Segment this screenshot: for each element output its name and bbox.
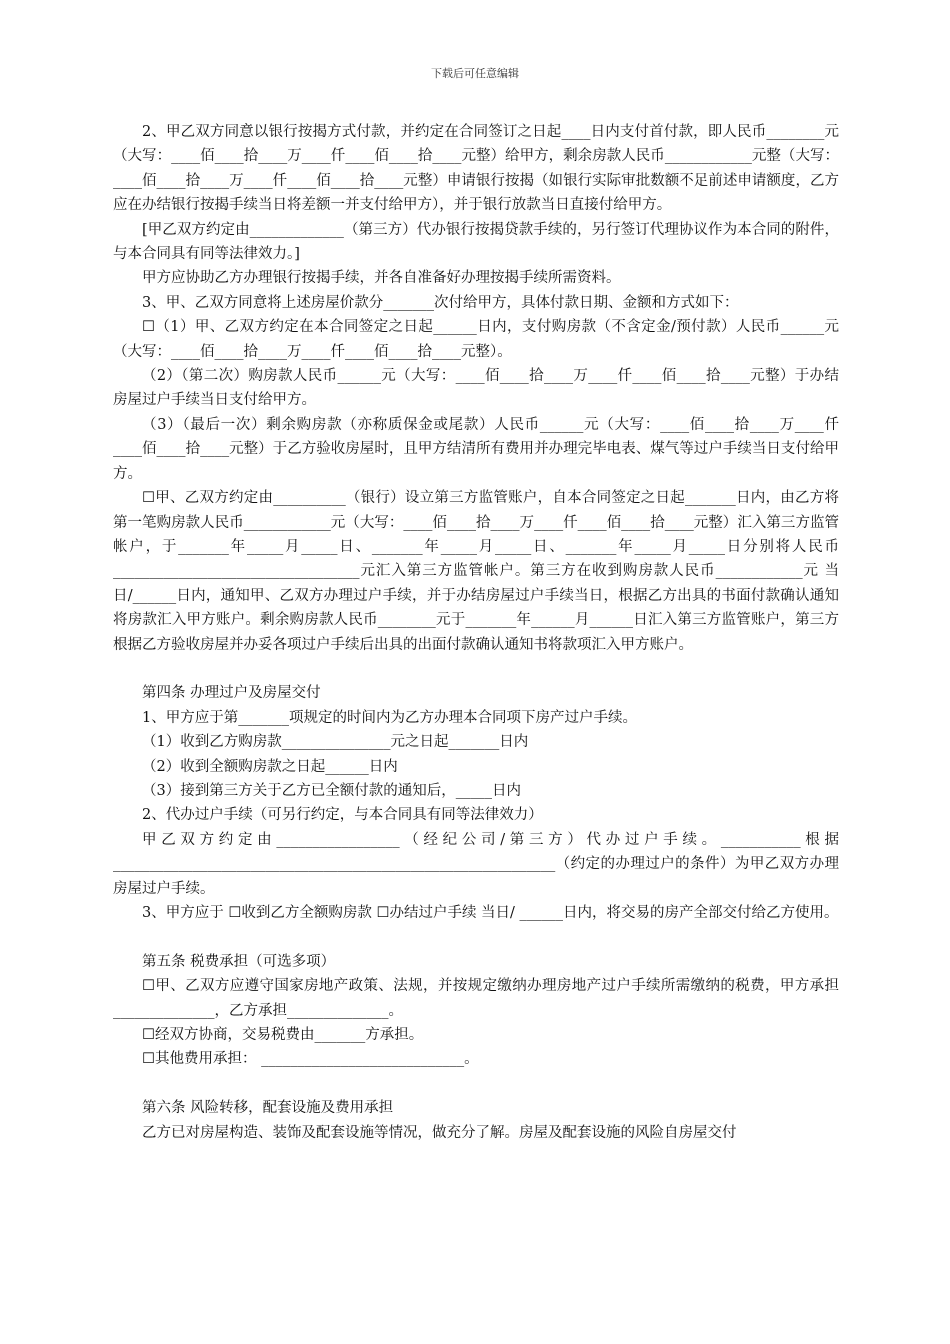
paragraph-tax-3: ☐其他费用承担： ____________________________。 bbox=[142, 1051, 479, 1068]
paragraph-installment-3: （3）（最后一次）剩余购房款（亦称质保金或尾款）人民币______元（大写：____佰____拾____万____仟____佰____拾____元整）于乙方验收房屋时，且甲方结清所有费用并办理完毕电表、煤气等过户手续当日支付给甲方。 bbox=[113, 416, 839, 482]
spacer bbox=[113, 1072, 839, 1096]
page-header: 下载后可任意编辑 bbox=[431, 67, 519, 80]
paragraph-risk-transfer: 乙方已对房屋构造、装饰及配套设施等情况，做充分了解。房屋及配套设施的风险自房屋交付 bbox=[142, 1124, 737, 1141]
paragraph-transfer-option-2: （2）收到全额购房款之日起______日内 bbox=[142, 758, 398, 775]
paragraph-transfer-option-3: （3）接到第三方关于乙方已全额付款的通知后，_____日内 bbox=[142, 782, 521, 799]
paragraph-escrow-account: ☐甲、乙双方约定由__________（银行）设立第三方监管账户，自本合同签定之日起_______日内，由乙方将第一笔购房款人民币____________元（大写：____佰____拾____万____仟____佰____拾____元整）汇入第三方监管帐户，于_______年_____月_____日、_______年_____月_____日、_______年_____月_____日分别将人民币__________________________________元汇入第三方监管帐户。第三方在收到购房款人民币____________元 当日/______日内，通知甲、乙双方办理过户手续，并于办结房屋过户手续当日，根据乙方出具的书面付款确认通知将房款汇入甲方账户。剩余购房款人民币________元于_______年______月______日汇入第三方监管账户，第三方根据乙方验收房屋并办妥各项过户手续后出具的出面付款确认通知书将款项汇入甲方账户。 bbox=[113, 490, 839, 653]
paragraph-transfer-1: 1、甲方应于第_______项规定的时间内为乙方办理本合同项下房产过户手续。 bbox=[142, 709, 637, 726]
section-title-4: 第四条 办理过户及房屋交付 bbox=[142, 685, 321, 702]
paragraph-installment-2: （2）（第二次）购房款人民币______元（大写：____佰____拾____万____仟____佰____拾____元整）于办结房屋过户手续当日支付给甲方。 bbox=[113, 368, 839, 409]
spacer bbox=[113, 657, 839, 681]
document-body bbox=[113, 120, 839, 1145]
spacer bbox=[113, 925, 839, 949]
section-title-6: 第六条 风险转移，配套设施及费用承担 bbox=[142, 1100, 394, 1117]
section-title-5: 第五条 税费承担（可选多项） bbox=[142, 953, 336, 970]
paragraph-transfer-option-1: （1）收到乙方购房款_______________元之日起_______日内 bbox=[142, 734, 529, 751]
paragraph-installment-1: ☐（1）甲、乙双方约定在本合同签定之日起______日内，支付购房款（不含定金/预付款）人民币______元（大写：____佰____拾____万____仟____佰____拾____元整）。 bbox=[113, 319, 839, 360]
paragraph-tax-2: ☐经双方协商，交易税费由_______方承担。 bbox=[142, 1027, 424, 1043]
paragraph-third-party-loan: [甲乙双方约定由_____________（第三方）代办银行按揭贷款手续的，另行签订代理协议作为本合同的附件，与本合同具有同等法律效力。] bbox=[113, 221, 839, 263]
paragraph-tax-1: ☐甲、乙双方应遵守国家房地产政策、法规，并按规定缴纳办理房地产过户手续所需缴纳的税费，甲方承担______________，乙方承担______________。 bbox=[113, 978, 839, 1019]
paragraph-payment-mortgage: 2、甲乙双方同意以银行按揭方式付款，并约定在合同签订之日起____日内支付首付款，即人民币________元（大写：____佰____拾____万____仟____佰____拾____元整）给甲方，剩余房款人民币____________元整（大写：____佰____拾____万____仟____佰____拾____元整）申请银行按揭（如银行实际审批数额不足前述申请额度，乙方应在办结银行按揭手续当日将差额一并支付给甲方），并于银行放款当日直接付给甲方。 bbox=[113, 124, 839, 214]
paragraph-delivery: 3、甲方应于 ☐收到乙方全额购房款 ☐办结过户手续 当日/ ______日内，将交易的房产全部交付给乙方使用。 bbox=[142, 904, 839, 921]
paragraph-agent-transfer: 甲乙双方约定由_________________（经纪公司/第三方）代办过户手续。___________根据_____________________________________________________________（约定的办理过户的条件）为甲乙双方办理房屋过户手续。 bbox=[113, 831, 839, 897]
paragraph-installments: 3、甲、乙双方同意将上述房屋价款分_______次付给甲方，具体付款日期、金额和方式如下： bbox=[142, 294, 739, 311]
paragraph-transfer-2: 2、代办过户手续（可另行约定，与本合同具有同等法律效力） bbox=[142, 807, 543, 824]
paragraph-assist-mortgage: 甲方应协助乙方办理银行按揭手续，并各自准备好办理按揭手续所需资料。 bbox=[142, 270, 621, 287]
